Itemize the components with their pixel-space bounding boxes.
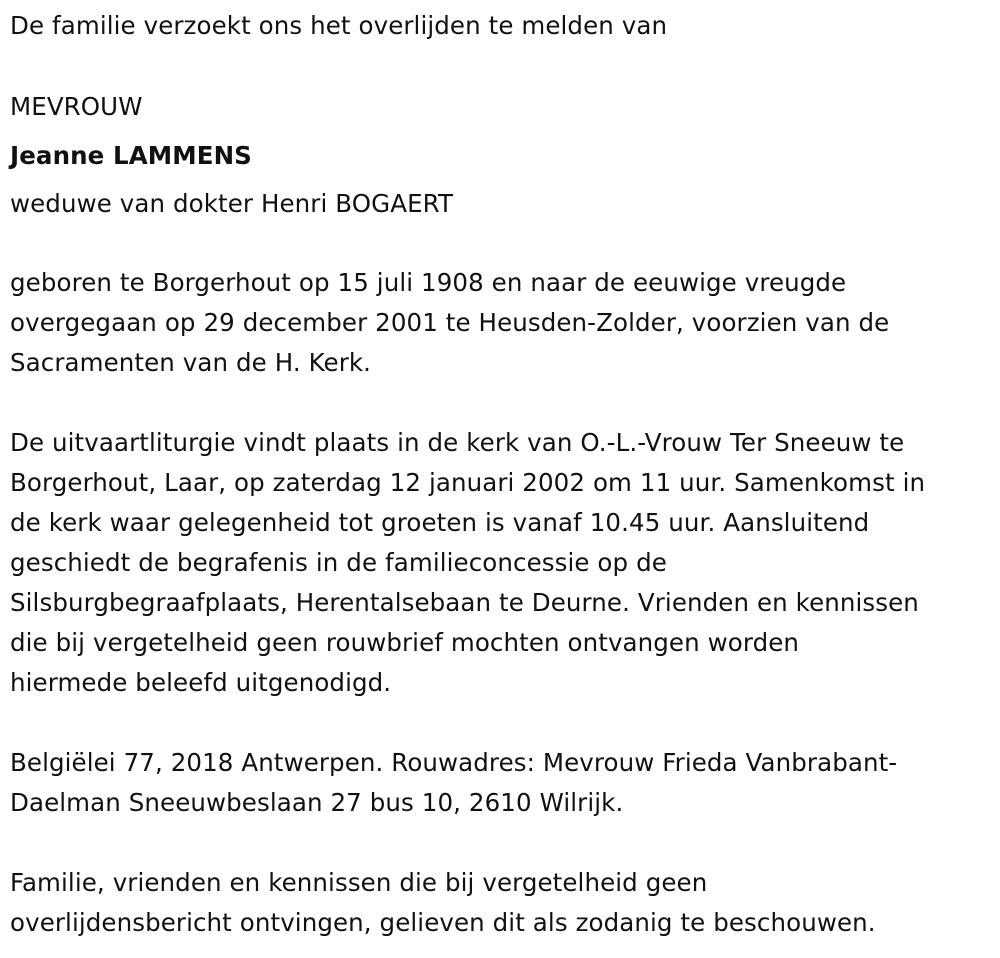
paragraph-line: De uitvaartliturgie vindt plaats in de kerk van O.-L.-Vrouw Ter Sneeuw te [10, 428, 905, 457]
paragraph-line: Belgiëlei 77, 2018 Antwerpen. Rouwadres: Mevrouw Frieda Vanbrabant- [10, 748, 898, 777]
paragraph-line: Familie, vrienden en kennissen die bij vergetelheid geen [10, 868, 708, 897]
deceased-title: MEVROUW [10, 92, 143, 121]
paragraph-line: Silsburgbegraafplaats, Herentalsebaan te Deurne. Vrienden en kennissen [10, 588, 919, 617]
death-notice [10, 0, 995, 943]
spouse-line: weduwe van dokter Henri BOGAERT [10, 189, 454, 218]
paragraph-line: Borgerhout, Laar, op zaterdag 12 januari 2002 om 11 uur. Samenkomst in [10, 468, 926, 497]
deceased-name: Jeanne LAMMENS [10, 141, 252, 170]
closing-paragraph [10, 863, 995, 943]
paragraph-line: Daelman Sneeuwbeslaan 27 bus 10, 2610 Wilrijk. [10, 788, 624, 817]
address-paragraph [10, 743, 995, 823]
paragraph-line: overlijdensbericht ontvingen, gelieven dit als zodanig te beschouwen. [10, 908, 876, 937]
paragraph-line: overgegaan op 29 december 2001 te Heusden-Zolder, voorzien van de [10, 308, 890, 337]
paragraph-line: hiermede beleefd uitgenodigd. [10, 668, 392, 697]
paragraph-line: geschiedt de begrafenis in de familieconcessie op de [10, 548, 667, 577]
funeral-paragraph [10, 423, 995, 703]
paragraph-line: die bij vergetelheid geen rouwbrief mochten ontvangen worden [10, 628, 800, 657]
paragraph-line: geboren te Borgerhout op 15 juli 1908 en naar de eeuwige vreugde [10, 268, 847, 297]
notice-intro: De familie verzoekt ons het overlijden te melden van [10, 11, 668, 40]
paragraph-line: Sacramenten van de H. Kerk. [10, 348, 372, 377]
birth-death-paragraph [10, 263, 995, 383]
paragraph-line: de kerk waar gelegenheid tot groeten is vanaf 10.45 uur. Aansluitend [10, 508, 870, 537]
